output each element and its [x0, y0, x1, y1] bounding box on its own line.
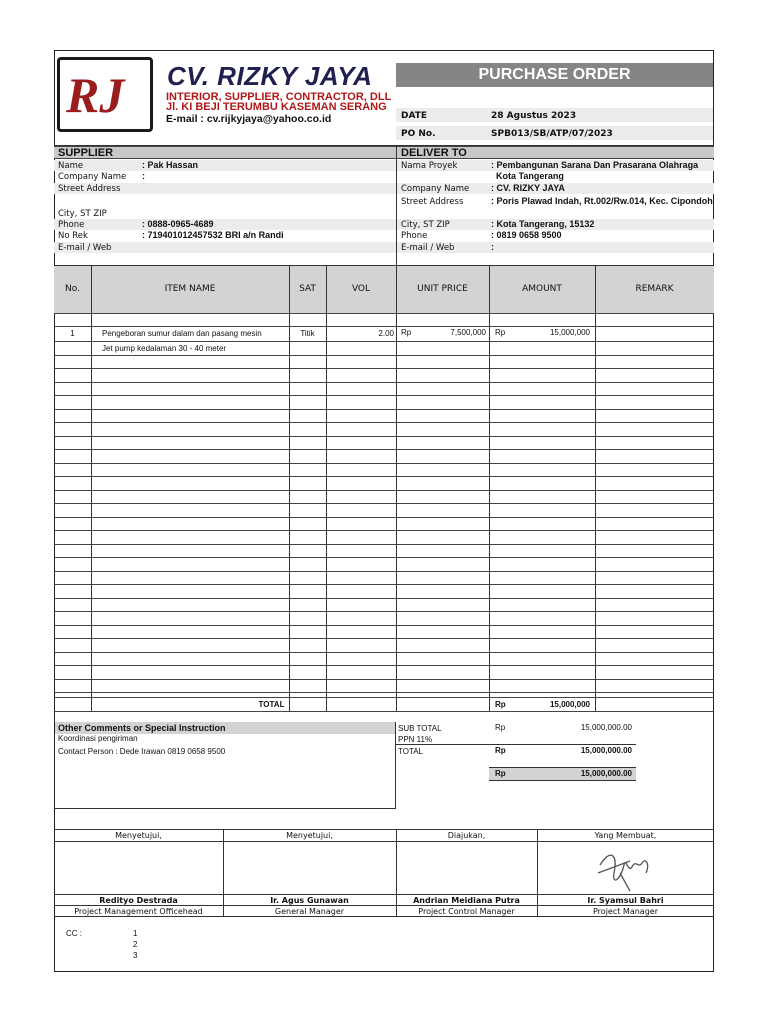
cc-line-2: 2	[133, 940, 138, 949]
deliver-email-value: :	[491, 242, 494, 252]
supplier-city-label: City, ST ZIP	[58, 209, 107, 219]
company-name: CV. RIZKY JAYA	[167, 61, 373, 91]
sign-col3-name: Andrian Meidiana Putra	[413, 896, 520, 905]
subtotal-currency: Rp	[495, 723, 506, 732]
sign-col4-role: Project Manager	[593, 907, 658, 916]
grand-total-currency: Rp	[495, 769, 506, 778]
deliver-street-label: Street Address	[401, 197, 464, 207]
deliver-project-value-2: Kota Tangerang	[496, 171, 564, 181]
table-row-line	[54, 665, 714, 666]
col-price-header: UNIT PRICE	[417, 284, 468, 294]
grid-line-table-top	[54, 265, 714, 266]
supplier-name-row	[54, 160, 396, 171]
deliver-email-label: E-mail / Web	[401, 243, 455, 253]
sign-name-line	[54, 894, 714, 895]
comments-title: Other Comments or Special Instruction	[55, 722, 395, 734]
cc-line-1: 1	[133, 929, 138, 938]
table-row-line	[54, 422, 714, 423]
company-tagline: INTERIOR, SUPPLIER, CONTRACTOR, DLL	[166, 91, 392, 103]
supplier-phone-value: : 0888-0965-4689	[142, 219, 214, 229]
sign-col1-role: Project Management Officehead	[74, 907, 203, 916]
table-row-line	[54, 449, 714, 450]
table-row-line	[54, 517, 714, 518]
table-row-line	[54, 436, 714, 437]
table-column-line	[595, 265, 596, 711]
table-row-line	[54, 395, 714, 396]
sign-col1-head: Menyetujui,	[115, 831, 162, 840]
table-row-line	[54, 638, 714, 639]
table-row-line	[54, 571, 714, 572]
col-no-header: No.	[65, 284, 80, 294]
grid-line-supplier-top	[54, 145, 714, 146]
cc-line-3: 3	[133, 951, 138, 960]
supplier-name-label: Name	[58, 161, 84, 171]
company-email: E-mail : cv.rijkyjaya@yahoo.co.id	[166, 113, 332, 125]
row1-price: 7,500,000	[450, 328, 486, 337]
table-column-line	[489, 265, 490, 711]
company-address: Jl. KI BEJI TERUMBU KASEMAN SERANG	[166, 101, 387, 113]
table-row-line	[54, 679, 714, 680]
comments-line-2: Contact Person : Dede Irawan 0819 0658 9500	[58, 747, 226, 756]
supplier-company-label: Company Name	[58, 172, 127, 182]
supplier-phone-row	[54, 219, 396, 230]
table-row-line	[54, 326, 714, 327]
document-title: PURCHASE ORDER	[396, 63, 713, 87]
table-row-line	[54, 355, 714, 356]
handwritten-signature	[590, 843, 660, 893]
table-row-line	[54, 598, 714, 599]
company-logo	[57, 57, 153, 132]
svg-text:RJ: RJ	[66, 67, 125, 123]
sign-col2-name: Ir. Agus Gunawan	[270, 896, 349, 905]
row1-sat: Titik	[300, 329, 315, 338]
table-row-line	[54, 692, 714, 693]
sign-col1-name: Redityo Destrada	[99, 896, 178, 905]
table-row-line	[54, 463, 714, 464]
sign-col3-head: Diajukan,	[447, 831, 486, 840]
ppn-label: PPN 11%	[398, 735, 433, 744]
col-item-header: ITEM NAME	[164, 284, 216, 294]
date-label: DATE	[401, 111, 428, 121]
sign-col3-role: Project Control Manager	[418, 907, 515, 916]
table-row-line	[54, 341, 714, 342]
col-vol-header: VOL	[351, 284, 371, 294]
deliver-heading: DELIVER TO	[396, 146, 714, 159]
table-row-line	[54, 625, 714, 626]
col-sat-header: SAT	[299, 284, 316, 294]
po-label: PO No.	[401, 129, 436, 139]
table-row-line	[54, 557, 714, 558]
deliver-company-value: : CV. RIZKY JAYA	[491, 183, 565, 193]
deliver-city-label: City, ST ZIP	[401, 220, 450, 230]
logo-rj-mark	[60, 60, 150, 129]
table-row-line	[54, 490, 714, 491]
deliver-street-value: : Poris Plawad Indah, Rt.002/Rw.014, Kec. Cipondoh	[491, 196, 713, 206]
sign-bottom-line	[54, 916, 714, 917]
supplier-street-label: Street Address	[58, 184, 121, 194]
row1-amount-currency: Rp	[495, 328, 506, 337]
sign-col4-head: Yang Membuat,	[594, 831, 657, 840]
cc-label: CC :	[66, 929, 82, 938]
table-row-line	[54, 544, 714, 545]
col-amount-header: AMOUNT	[522, 284, 562, 294]
deliver-project-label: Nama Proyek	[401, 161, 458, 171]
table-column-line	[326, 265, 327, 711]
sign-col4-name: Ir. Syamsul Bahri	[587, 896, 664, 905]
deliver-city-value: : Kota Tangerang, 15132	[491, 219, 595, 229]
date-value: 28 Agustus 2023	[491, 111, 577, 121]
row1-item: Pengeboran sumur dalam dan pasang mesin	[102, 329, 262, 338]
supplier-rek-label: No Rek	[58, 231, 88, 241]
table-total-label: TOTAL	[258, 700, 285, 709]
deliver-project-value: : Pembangunan Sarana Dan Prasarana Olahraga	[491, 160, 699, 170]
table-row-line	[54, 476, 714, 477]
table-column-line	[91, 265, 92, 711]
table-row-line	[54, 409, 714, 410]
summary-divider	[396, 744, 636, 745]
deliver-company-label: Company Name	[401, 184, 470, 194]
row2-item: Jet pump kedalaman 30 - 40 meter	[102, 344, 227, 353]
sign-top-line	[54, 829, 714, 830]
sign-col2-head: Menyetujui,	[286, 831, 333, 840]
summary-total-value: 15,000,000.00	[580, 746, 632, 755]
row1-no: 1	[70, 329, 75, 338]
table-row-line	[54, 313, 714, 314]
table-row-line	[54, 503, 714, 504]
supplier-phone-label: Phone	[58, 220, 85, 230]
supplier-heading: SUPPLIER	[54, 146, 396, 159]
supplier-rek-value: : 719401012457532 BRI a/n Randi	[142, 230, 284, 240]
table-row-line	[54, 697, 714, 698]
po-value: SPB013/SB/ATP/07/2023	[491, 129, 613, 139]
table-row-line	[54, 711, 714, 712]
row1-price-currency: Rp	[401, 328, 412, 337]
subtotal-value: 15,000,000.00	[580, 723, 632, 732]
table-row-line	[54, 368, 714, 369]
table-row-line	[54, 584, 714, 585]
supplier-name-value: : Pak Hassan	[142, 160, 199, 170]
supplier-email-label: E-mail / Web	[58, 243, 112, 253]
supplier-company-value: :	[142, 171, 145, 181]
table-total-currency: Rp	[495, 700, 506, 709]
row1-amount: 15,000,000	[549, 328, 590, 337]
deliver-phone-value: : 0819 0658 9500	[491, 230, 562, 240]
grid-line-supplier-divider	[396, 145, 397, 265]
table-row-line	[54, 382, 714, 383]
sign-mid-line	[54, 905, 714, 906]
table-row-line	[54, 530, 714, 531]
subtotal-label: SUB TOTAL	[398, 724, 442, 733]
comments-line-1: Koordinasi pengiriman	[58, 734, 138, 743]
table-column-line	[396, 265, 397, 711]
grand-total-value: 15,000,000.00	[580, 769, 632, 778]
sign-col2-role: General Manager	[274, 907, 345, 916]
summary-total-label: TOTAL	[398, 747, 424, 756]
table-row-line	[54, 652, 714, 653]
table-total-value: 15,000,000	[549, 700, 590, 709]
deliver-phone-label: Phone	[401, 231, 428, 241]
row1-vol: 2.00	[378, 329, 394, 338]
table-row-line	[54, 611, 714, 612]
sign-head-line	[54, 841, 714, 842]
summary-total-currency: Rp	[495, 746, 506, 755]
col-remark-header: REMARK	[635, 284, 674, 294]
